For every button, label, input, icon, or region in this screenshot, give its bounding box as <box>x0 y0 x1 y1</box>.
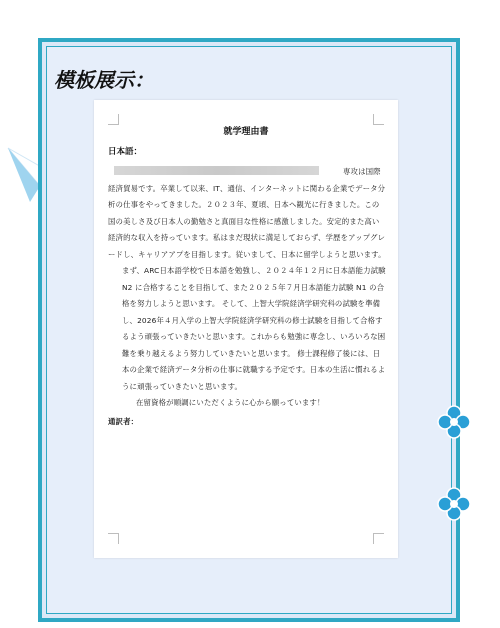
flower-icon <box>436 404 472 440</box>
document-title: 就学理由書 <box>223 127 269 137</box>
margin-mark <box>108 533 119 544</box>
flower-icon <box>436 486 472 522</box>
paragraph-1 <box>108 164 386 263</box>
document-page <box>94 100 398 558</box>
translator-label: 通訳者： <box>108 416 139 426</box>
language-label: 日本語： <box>108 147 143 157</box>
document-body <box>108 164 386 430</box>
paragraph-1-rest: 際経済貿易です。卒業して以来、IT、通信、インターネットに関わる企業でデータ分析の仕事をやってきました。２０２３年、夏頃、日本へ観光に行きました。この国の美しさ及び日本人の勤勉さと真面目な性格に感激しました。安定的また高い経済的な収入を持っています。私はまだ現状に満足しておらず、学歴をアップグレードし、キャリアアプを目指します。従いまして、日本に留学しようと思います。 <box>108 167 386 259</box>
margin-mark <box>373 533 384 544</box>
paragraph-3: 在留資格が順調にいただくように心から願っています！ <box>136 398 325 407</box>
section-heading: 模板展示： <box>54 68 154 92</box>
paragraph-2: まず、ARC日本語学校で日本語を勉強し、２０２４年１２月に日本語能力試験 N2 に合格することを目指して、また２０２５年７月日本語能力試験 N1 の合格を努力しようと思います。 そして、上智大学院経済学研究科の試験を準備し、2026年４月入学の上智大学院経済学研究科の修士試験を目指して合格するよう頑張っていきたいと思います。これからも勉強に専念し、いろいろな困難を乗り越えるよう努力していきたいと思います。 修士課程修了後には、日本の企業で経済データ分析の仕事に就職する予定です。日本の生活に慣れるように頑張っていきたいと思います。 <box>122 266 386 391</box>
redacted-block <box>114 166 319 175</box>
paragraph-1-start: 専攻は国 <box>343 167 374 176</box>
